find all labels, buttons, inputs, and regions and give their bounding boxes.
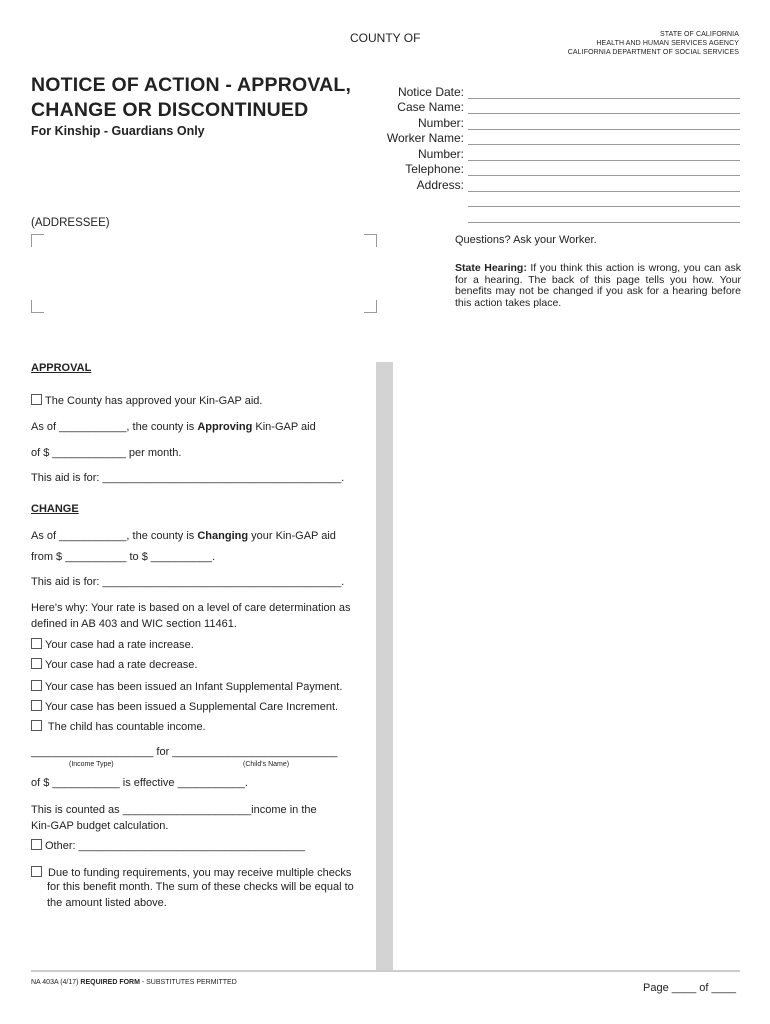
option-infant-supplemental[interactable]	[31, 680, 342, 693]
field-line[interactable]	[468, 102, 740, 114]
field-line[interactable]	[468, 149, 740, 161]
address-window-corner	[31, 300, 44, 313]
option-supplemental-care[interactable]	[31, 700, 338, 713]
field-label: Case Name:	[397, 100, 464, 114]
approval-aid-for: This aid is for: _______________________________________.	[31, 472, 345, 484]
notice-fields	[300, 83, 740, 223]
approving-emphasis: Approving	[197, 421, 253, 433]
change-from-to: from $ __________ to $ __________.	[31, 551, 216, 563]
approval-heading: APPROVAL	[31, 362, 92, 374]
address-window-corner	[364, 300, 377, 313]
reason-line-1: Here's why: Your rate is based on a level of care determination as	[31, 602, 351, 614]
text: As of ___________, the county is	[31, 421, 198, 433]
field-line[interactable]	[468, 195, 740, 207]
state-hearing-label: State Hearing:	[455, 262, 527, 274]
field-case-number[interactable]	[300, 114, 740, 130]
field-worker-number[interactable]	[300, 145, 740, 161]
field-line[interactable]	[468, 133, 740, 145]
footer-divider	[31, 970, 740, 972]
page-number: Page ____ of ____	[643, 982, 736, 994]
changing-emphasis: Changing	[197, 530, 249, 542]
margin-bar	[376, 362, 393, 970]
checkbox[interactable]	[31, 720, 42, 731]
effective-line: of $ ___________ is effective ___________.	[31, 777, 248, 789]
funding-line-3: the amount listed above.	[47, 897, 167, 909]
option-countable-income[interactable]	[31, 720, 206, 733]
text: your Kin-GAP aid	[248, 530, 336, 542]
field-address-line-2[interactable]	[300, 192, 740, 208]
checkbox[interactable]	[31, 658, 42, 669]
option-label: Due to funding requirements, you may receive multiple checks	[45, 867, 352, 879]
approval-as-of	[31, 421, 316, 433]
option-rate-decrease[interactable]	[31, 658, 197, 671]
questions-text: Questions? Ask your Worker.	[455, 234, 597, 246]
page-subtitle: For Kinship - Guardians Only	[31, 124, 205, 138]
address-window-corner	[364, 234, 377, 247]
field-address-line-3[interactable]	[300, 207, 740, 223]
field-label: Notice Date:	[397, 84, 464, 99]
option-funding[interactable]	[31, 866, 351, 879]
field-label: Worker Name:	[386, 131, 464, 145]
agency-line: HEALTH AND HUMAN SERVICES AGENCY	[596, 40, 739, 47]
field-worker-name[interactable]	[300, 130, 740, 146]
approval-text: The County has approved your Kin-GAP aid.	[45, 395, 263, 407]
field-label: Number:	[417, 146, 464, 161]
option-label: Your case had a rate increase.	[45, 639, 194, 651]
change-as-of	[31, 530, 336, 542]
text: Kin-GAP aid	[252, 421, 316, 433]
address-window-corner	[31, 234, 44, 247]
agency-line: STATE OF CALIFORNIA	[659, 31, 739, 38]
change-heading: CHANGE	[31, 503, 79, 515]
checkbox[interactable]	[31, 638, 42, 649]
field-line[interactable]	[468, 87, 740, 99]
option-other[interactable]	[31, 839, 305, 852]
field-line[interactable]	[468, 180, 740, 192]
field-label: Telephone:	[405, 162, 464, 176]
reason-line-2: defined in AB 403 and WIC section 11461.	[31, 618, 237, 630]
approval-checkbox-row[interactable]	[31, 394, 262, 407]
income-line: ____________________ for ___________________________	[31, 746, 338, 758]
field-label: Number:	[417, 115, 464, 130]
field-line[interactable]	[468, 118, 740, 130]
childs-name-caption: (Child's Name)	[243, 761, 290, 768]
state-hearing-notice	[455, 263, 741, 309]
checkbox[interactable]	[31, 680, 42, 691]
form-id: NA 403A (4/17)	[31, 979, 81, 986]
checkbox[interactable]	[31, 866, 42, 877]
title-line-2: CHANGE OR DISCONTINUED	[31, 99, 309, 121]
field-line[interactable]	[468, 211, 740, 223]
field-case-name[interactable]	[300, 99, 740, 115]
option-label: The child has countable income.	[45, 721, 206, 733]
checkbox[interactable]	[31, 700, 42, 711]
agency-block	[568, 30, 739, 57]
income-type-caption: (Income Type)	[69, 761, 114, 768]
field-line[interactable]	[468, 164, 740, 176]
county-label: COUNTY OF	[350, 31, 421, 45]
option-label: Your case has been issued an Infant Supplemental Payment.	[45, 681, 343, 693]
agency-line: CALIFORNIA DEPARTMENT OF SOCIAL SERVICES	[567, 49, 739, 56]
title-line-1: NOTICE OF ACTION - APPROVAL,	[31, 74, 352, 96]
counted-line-1: This is counted as _____________________income in the	[31, 804, 317, 816]
approval-amount: of $ ____________ per month.	[31, 447, 182, 459]
option-label: Other: _____________________________________	[45, 840, 305, 852]
text: As of ___________, the county is	[31, 530, 198, 542]
required-form-label: REQUIRED FORM	[80, 979, 140, 986]
checkbox[interactable]	[31, 839, 42, 850]
funding-line-2: for this benefit month. The sum of these checks will be equal to	[47, 881, 354, 893]
option-rate-increase[interactable]	[31, 638, 194, 651]
option-label: Your case had a rate decrease.	[45, 659, 198, 671]
form-footer	[31, 979, 237, 986]
field-address[interactable]	[300, 176, 740, 192]
state-hearing-text: If you think this action is wrong, you can ask for a hearing. The back of this page tells you how. Your benefits may not be changed if you ask for a hearing before this action takes place.	[455, 262, 741, 309]
counted-line-2: Kin-GAP budget calculation.	[31, 820, 169, 832]
field-label: Address:	[416, 177, 464, 192]
checkbox[interactable]	[31, 394, 42, 405]
field-notice-date[interactable]	[300, 83, 740, 99]
addressee-label: (ADDRESSEE)	[31, 217, 110, 229]
change-aid-for: This aid is for: _______________________________________.	[31, 576, 345, 588]
substitutes-text: - SUBSTITUTES PERMITTED	[139, 979, 237, 986]
field-telephone[interactable]	[300, 161, 740, 177]
option-label: Your case has been issued a Supplemental Care Increment.	[45, 701, 339, 713]
